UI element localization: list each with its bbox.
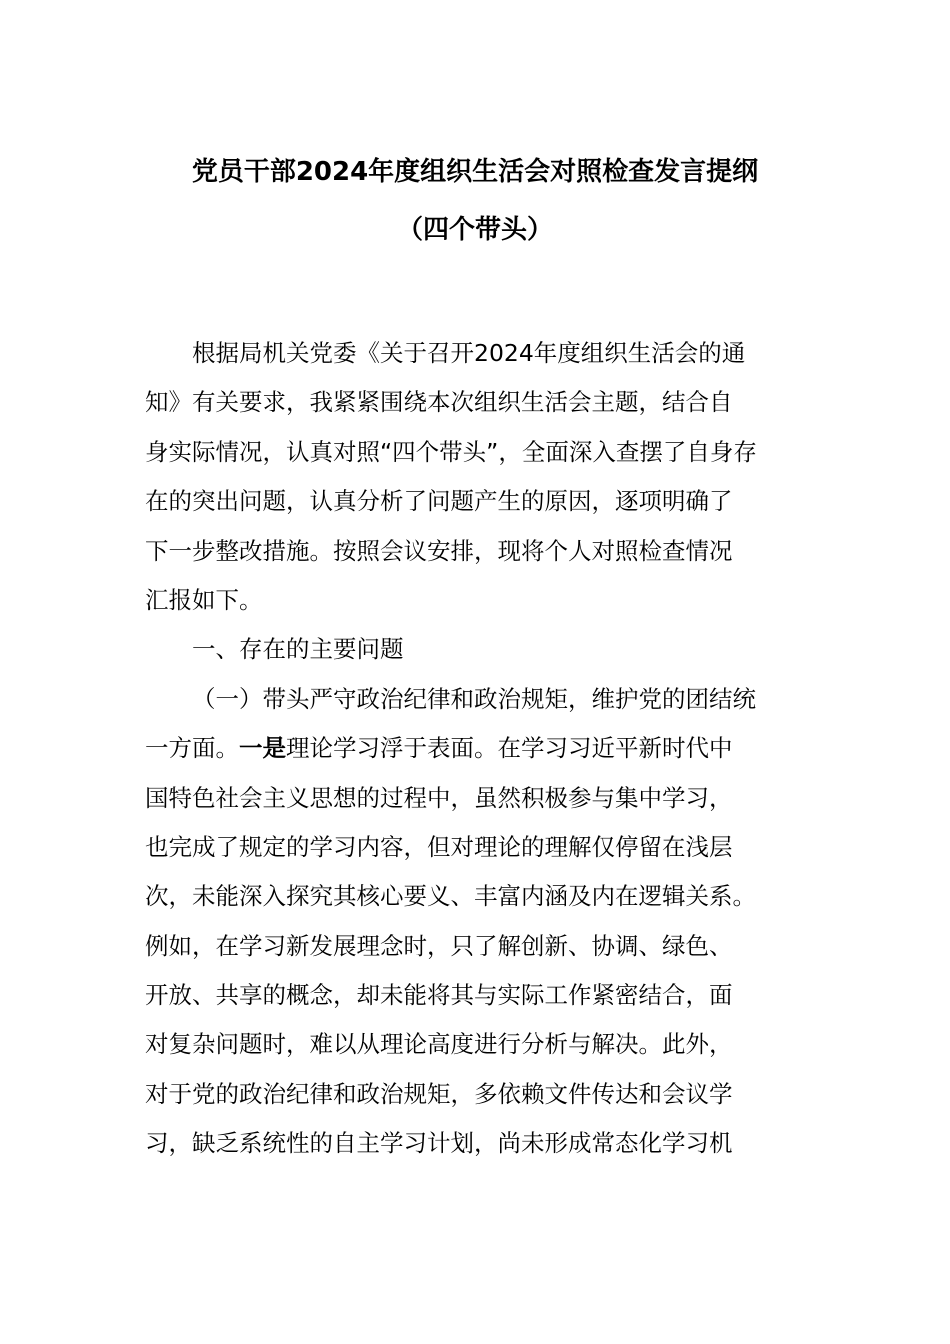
- paragraph-line: 习，缺乏系统性的自主学习计划，尚未形成常态化学习机: [145, 1129, 733, 1158]
- paragraph-line: 汇报如下。: [145, 585, 263, 614]
- paragraph-line: 知》有关要求，我紧紧围绕本次组织生活会主题，结合自: [145, 388, 733, 417]
- point-label: 一是: [239, 734, 286, 763]
- subsection-heading-end: 一方面。: [145, 734, 239, 763]
- subsection-heading: （一）带头严守政治纪律和政治规矩，维护党的团结统: [192, 684, 756, 713]
- point-text: 理论学习浮于表面。在学习习近平新时代中: [286, 734, 733, 763]
- paragraph-line: 开放、共享的概念，却未能将其与实际工作紧密结合，面: [145, 981, 733, 1010]
- paragraph-line: 身实际情况，认真对照“四个带头”，全面深入查摆了自身存: [145, 437, 757, 466]
- paragraph-line: 对复杂问题时，难以从理论高度进行分析与解决。此外，: [145, 1030, 733, 1059]
- paragraph-line: 例如，在学习新发展理念时，只了解创新、协调、绿色、: [145, 931, 733, 960]
- paragraph-line: 次，未能深入探究其核心要义、丰富内涵及内在逻辑关系。: [145, 882, 756, 911]
- paragraph-line: 下一步整改措施。按照会议安排，现将个人对照检查情况: [145, 536, 733, 565]
- paragraph-line: [145, 724, 805, 773]
- section-heading: 一、存在的主要问题: [192, 635, 404, 664]
- paragraph-line: 国特色社会主义思想的过程中，虽然积极参与集中学习，: [145, 783, 733, 812]
- paragraph-line: 在的突出问题，认真分析了问题产生的原因，逐项明确了: [145, 487, 733, 516]
- paragraph-line: 对于党的政治纪律和政治规矩，多依赖文件传达和会议学: [145, 1079, 733, 1108]
- document-title: 党员干部2024年度组织生活会对照检查发言提纲: [191, 157, 759, 187]
- document-subtitle: （四个带头）: [396, 215, 553, 245]
- paragraph-line: 根据局机关党委《关于召开2024年度组织生活会的通: [192, 339, 746, 367]
- paragraph-line: 也完成了规定的学习内容，但对理论的理解仅停留在浅层: [145, 832, 733, 861]
- document-body: [145, 329, 805, 1169]
